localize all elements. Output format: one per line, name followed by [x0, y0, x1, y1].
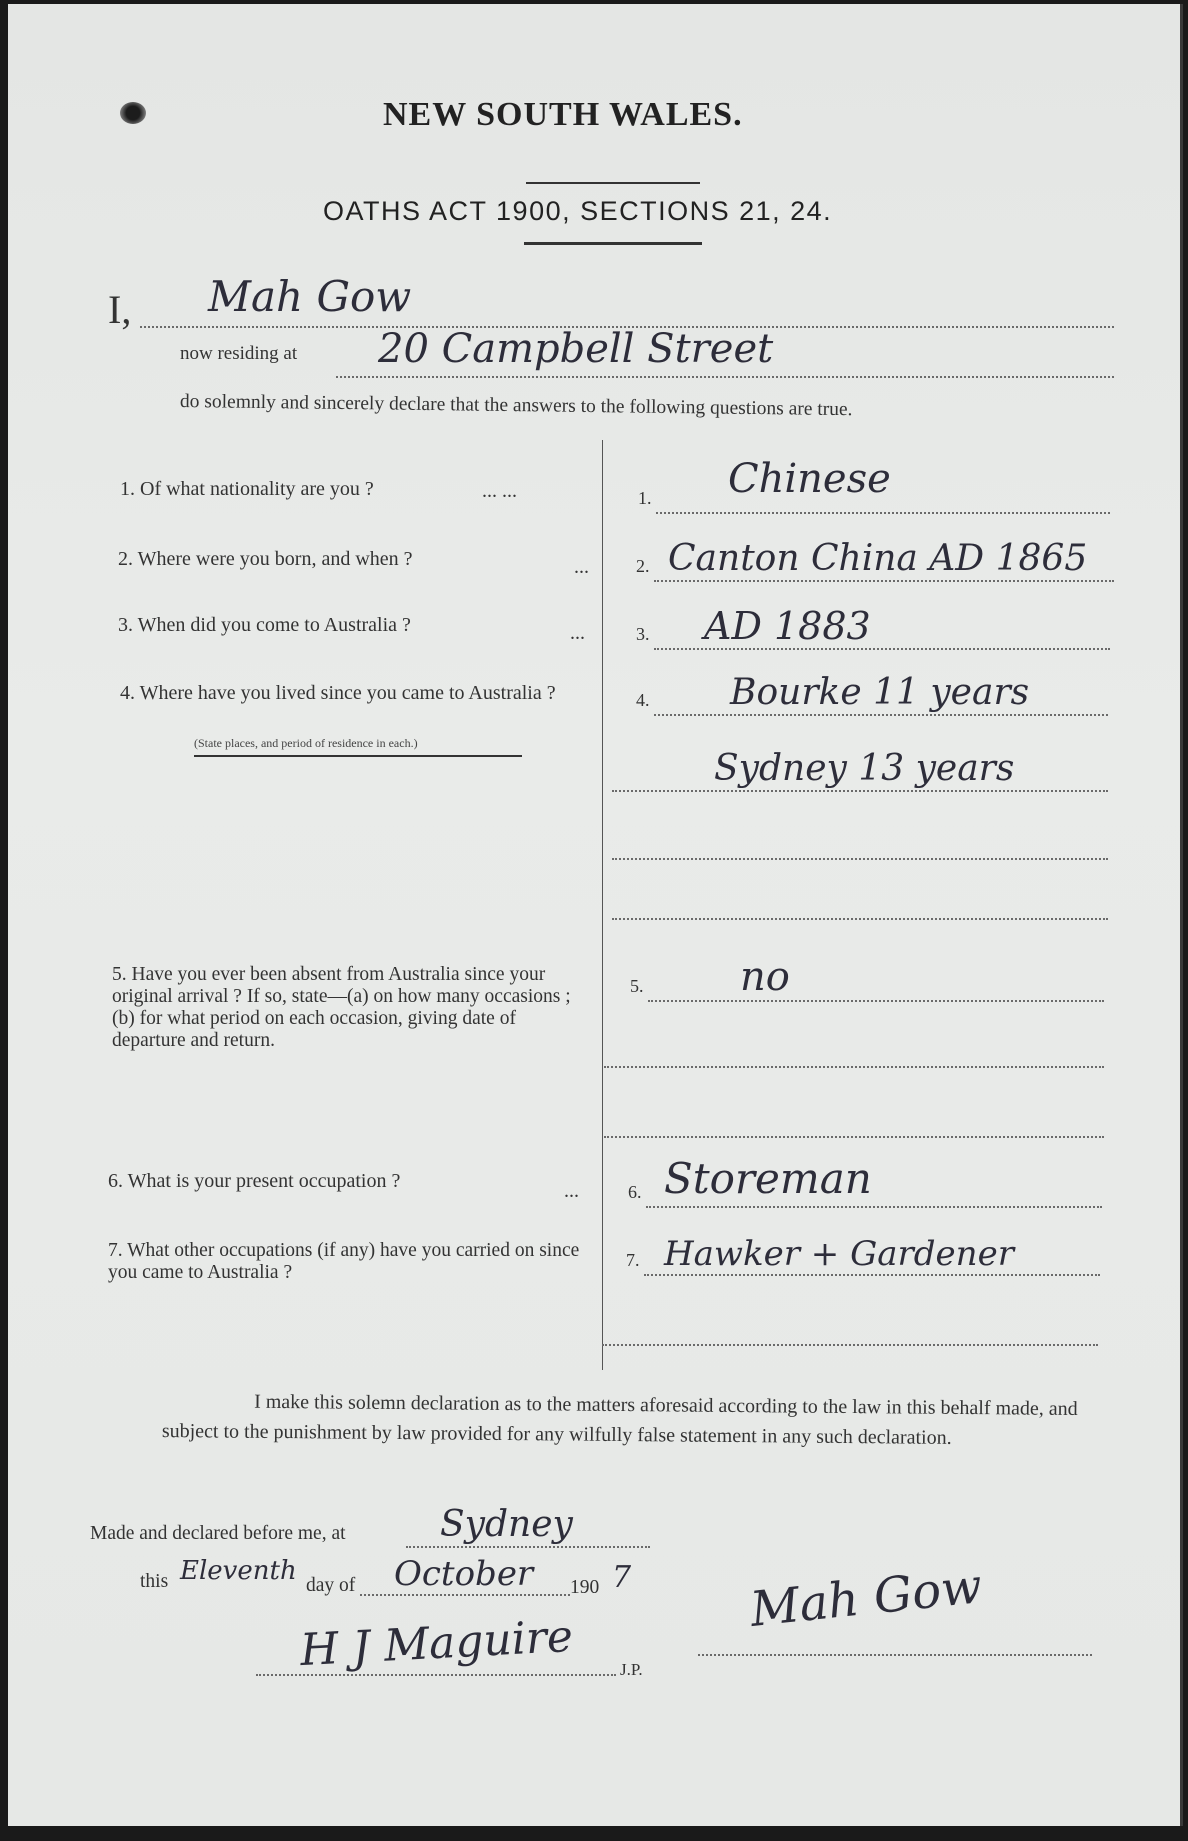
answer-1-line	[656, 512, 1110, 514]
question-3: 3. When did you come to Australia ?	[118, 614, 411, 636]
answer-5-line	[648, 1000, 1104, 1002]
answer-3-line	[654, 648, 1110, 650]
punch-hole	[120, 102, 146, 124]
signing-place: Sydney	[440, 1504, 573, 1545]
signing-month: October	[394, 1554, 534, 1594]
answer-7: Hawker + Gardener	[664, 1234, 1014, 1274]
answer-5c-line	[604, 1136, 1104, 1138]
title-rule-top	[526, 182, 700, 184]
year-prefix: 190	[570, 1577, 600, 1598]
answer-6: Storeman	[664, 1154, 872, 1203]
answer-4b: Sydney 13 years	[714, 748, 1015, 789]
month-line	[360, 1594, 570, 1596]
question-2-leader: ...	[574, 556, 589, 578]
answer-2-number: 2.	[636, 556, 650, 576]
answer-4c-line	[612, 858, 1108, 860]
declarant-prefix: I,	[108, 287, 132, 332]
answer-5b-line	[604, 1066, 1104, 1068]
answer-4a: Bourke 11 years	[730, 672, 1030, 713]
answer-7-number: 7.	[626, 1250, 640, 1270]
question-6: 6. What is your present occupation ?	[108, 1170, 401, 1192]
jp-label: J.P.	[620, 1660, 643, 1679]
year-digit: 7	[612, 1560, 632, 1595]
answer-6-number: 6.	[628, 1182, 642, 1202]
question-2: 2. Where were you born, and when ?	[118, 548, 413, 570]
declarant-address: 20 Campbell Street	[378, 326, 774, 372]
answer-4-line	[654, 714, 1108, 716]
question-6-leader: ...	[564, 1180, 579, 1202]
title-rule-bottom	[524, 242, 702, 245]
answer-6-line	[646, 1206, 1102, 1208]
question-1: 1. Of what nationality are you ?	[120, 478, 374, 500]
column-divider	[602, 440, 603, 1370]
address-line	[336, 376, 1114, 378]
signing-day: Eleventh	[180, 1556, 297, 1586]
made-declared-label: Made and declared before me, at	[90, 1523, 346, 1544]
answer-4-number: 4.	[636, 690, 650, 710]
residing-label: now residing at	[180, 343, 298, 364]
question-3-leader: ...	[570, 622, 585, 644]
this-label: this	[140, 1571, 169, 1592]
day-of-label: day of	[306, 1575, 356, 1596]
question-7: 7. What other occupations (if any) have you carried on since you came to Australia ?	[108, 1240, 580, 1283]
declaration-intro: do solemnly and sincerely declare that the answers to the following questions are true.	[179, 391, 853, 421]
answer-1: Chinese	[728, 456, 891, 502]
closing-declaration: I make this solemn declaration as to the matters aforesaid according to the law in this behalf made, and subject to the punishment by law provided for any wilfully false statement in any such declaration.	[161, 1390, 1078, 1449]
form-title: NEW SOUTH WALES.	[383, 96, 743, 133]
answer-5-number: 5.	[630, 976, 644, 996]
jp-signature: H J Maguire	[298, 1610, 575, 1677]
answer-5: no	[740, 954, 790, 1000]
answer-2-line	[654, 580, 1114, 582]
answer-2: Canton China AD 1865	[668, 538, 1088, 579]
answer-1-number: 1.	[638, 488, 652, 508]
answer-3: AD 1883	[704, 604, 871, 648]
question-4: 4. Where have you lived since you came to Australia ?	[120, 682, 556, 704]
place-line	[406, 1546, 650, 1548]
answer-7-line	[644, 1274, 1100, 1276]
answer-4b-line	[612, 790, 1108, 792]
answer-3-number: 3.	[636, 624, 650, 644]
question-1-leader: ... ...	[482, 480, 517, 502]
answer-7b-line	[602, 1344, 1098, 1346]
question-4-note: (State places, and period of residence in each.)	[194, 736, 522, 757]
declarant-signature-line	[698, 1654, 1092, 1656]
question-5: 5. Have you ever been absent from Australia since your original arrival ? If so, state—(a) on how many occasions ; (b) for what period on each occasion, giving date of departure and return.	[112, 964, 571, 1051]
form-subtitle: OATHS ACT 1900, SECTIONS 21, 24.	[323, 196, 833, 226]
answer-4d-line	[612, 918, 1108, 920]
document-page	[8, 4, 1183, 1826]
declarant-signature: Mah Gow	[747, 1558, 985, 1638]
declarant-name: Mah Gow	[208, 272, 412, 321]
